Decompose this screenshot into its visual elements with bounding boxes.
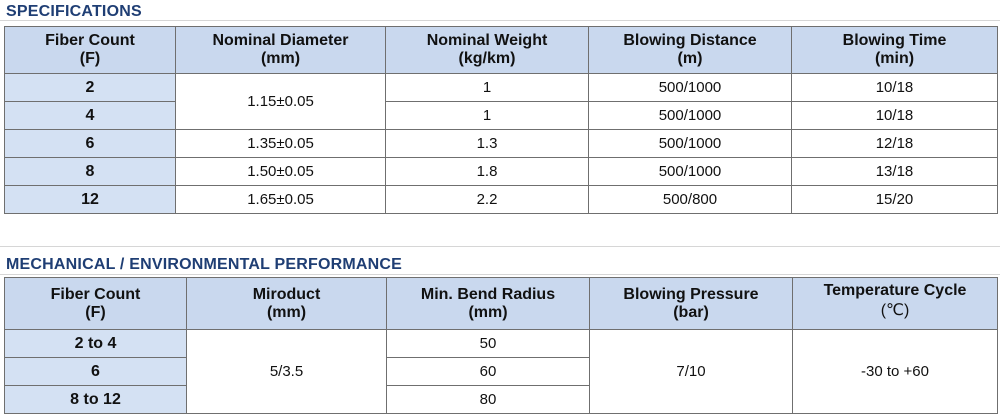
performance-table (4, 277, 998, 414)
header-fiber-count: Fiber Count (F) (5, 278, 187, 330)
header-fiber-count: Fiber Count (F) (5, 27, 176, 74)
diameter-cell: 1.35±0.05 (176, 130, 386, 158)
table-row (5, 130, 998, 158)
header-miroduct: Miroduct (mm) (187, 278, 387, 330)
fiber-count-cell: 4 (5, 102, 176, 130)
table-row (5, 330, 998, 358)
header-blowing-time: Blowing Time (min) (792, 27, 998, 74)
bend-radius-cell: 80 (387, 386, 590, 414)
header-blowing-pressure: Blowing Pressure (bar) (590, 278, 793, 330)
temperature-cell: -30 to +60 (793, 330, 998, 414)
time-cell: 15/20 (792, 186, 998, 214)
specifications-title: SPECIFICATIONS (6, 3, 142, 20)
header-nominal-weight: Nominal Weight (kg/km) (386, 27, 589, 74)
distance-cell: 500/800 (589, 186, 792, 214)
weight-cell: 1 (386, 102, 589, 130)
time-cell: 10/18 (792, 74, 998, 102)
fiber-count-cell: 2 to 4 (5, 330, 187, 358)
fiber-count-cell: 8 (5, 158, 176, 186)
distance-cell: 500/1000 (589, 102, 792, 130)
fiber-count-cell: 8 to 12 (5, 386, 187, 414)
weight-cell: 2.2 (386, 186, 589, 214)
time-cell: 10/18 (792, 102, 998, 130)
fiber-count-cell: 6 (5, 130, 176, 158)
weight-cell: 1.3 (386, 130, 589, 158)
table-row (5, 158, 998, 186)
table-row (5, 74, 998, 102)
time-cell: 13/18 (792, 158, 998, 186)
divider (0, 246, 1000, 247)
table-row (5, 186, 998, 214)
performance-title: MECHANICAL / ENVIRONMENTAL PERFORMANCE (6, 256, 403, 273)
specifications-table (4, 26, 998, 214)
divider (0, 274, 1000, 275)
diameter-cell: 1.50±0.05 (176, 158, 386, 186)
pressure-cell: 7/10 (590, 330, 793, 414)
diameter-cell: 1.15±0.05 (176, 74, 386, 130)
table-row (5, 102, 998, 130)
header-temperature-cycle: Temperature Cycle (℃) (793, 278, 998, 330)
fiber-count-cell: 2 (5, 74, 176, 102)
diameter-cell: 1.65±0.05 (176, 186, 386, 214)
weight-cell: 1.8 (386, 158, 589, 186)
bend-radius-cell: 60 (387, 358, 590, 386)
fiber-count-cell: 12 (5, 186, 176, 214)
bend-radius-cell: 50 (387, 330, 590, 358)
distance-cell: 500/1000 (589, 158, 792, 186)
table-header-row (5, 27, 998, 74)
fiber-count-cell: 6 (5, 358, 187, 386)
time-cell: 12/18 (792, 130, 998, 158)
distance-cell: 500/1000 (589, 130, 792, 158)
header-min-bend-radius: Min. Bend Radius (mm) (387, 278, 590, 330)
divider (0, 20, 1000, 21)
header-blowing-distance: Blowing Distance (m) (589, 27, 792, 74)
miroduct-cell: 5/3.5 (187, 330, 387, 414)
table-header-row (5, 278, 998, 330)
header-nominal-diameter: Nominal Diameter (mm) (176, 27, 386, 74)
distance-cell: 500/1000 (589, 74, 792, 102)
weight-cell: 1 (386, 74, 589, 102)
